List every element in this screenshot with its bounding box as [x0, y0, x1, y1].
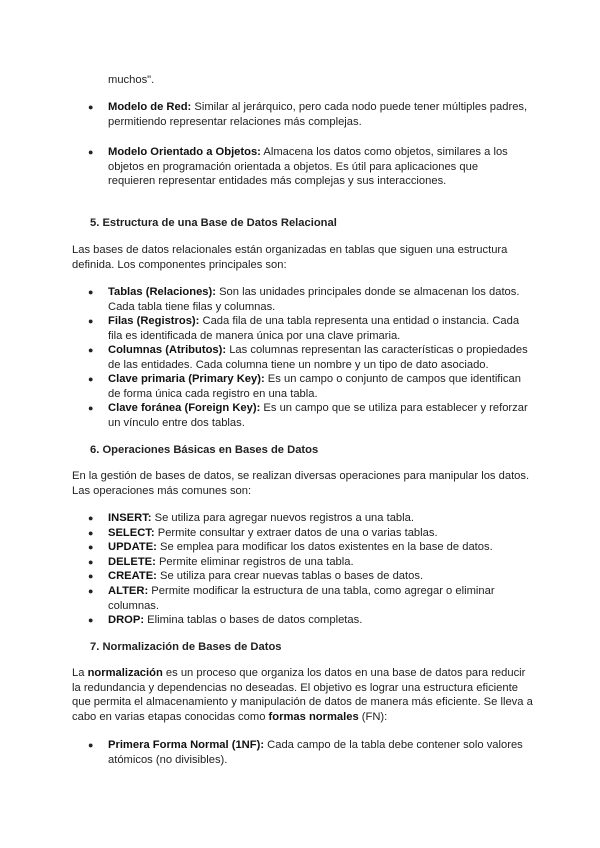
- list-item: [108, 100, 528, 129]
- item-text: Se utiliza para agregar nuevos registros a una tabla.: [151, 512, 414, 524]
- item-text: Cada fila de una tabla representa una entidad o instancia. Cada fila es identificada de manera única por una clave primaria.: [108, 315, 520, 342]
- bullet-icon: ●: [88, 102, 94, 112]
- bullet-icon: ●: [88, 345, 94, 355]
- bullet-icon: ●: [88, 542, 94, 552]
- list-item: [108, 285, 528, 314]
- intro-text: (FN):: [358, 710, 388, 723]
- section-intro: Las bases de datos relacionales están organizadas en tablas que siguen una estructura definida. Los componentes principales son:: [72, 244, 508, 271]
- list-item: [108, 372, 528, 401]
- section-heading: 6. Operaciones Básicas en Bases de Datos: [90, 444, 319, 456]
- item-text: Es un campo o conjunto de campos que identifican de forma única cada registro en una tabla.: [108, 373, 521, 400]
- item-term: Primera Forma Normal (1NF):: [108, 739, 265, 751]
- bullet-icon: ●: [88, 316, 94, 326]
- bullet-icon: ●: [88, 147, 94, 157]
- list-item: [108, 613, 528, 628]
- bullet-icon: ●: [88, 586, 94, 596]
- item-term: Filas (Registros):: [108, 315, 200, 327]
- list-item: [108, 540, 528, 555]
- item-term: ALTER:: [108, 585, 149, 597]
- item-text: Son las unidades principales donde se almacenan los datos. Cada tabla tiene filas y columnas.: [108, 286, 520, 313]
- item-term: SELECT:: [108, 527, 155, 539]
- bullet-icon: ●: [88, 740, 94, 750]
- bullet-icon: ●: [88, 287, 94, 297]
- intro-tail: muchos".: [108, 74, 155, 86]
- list-item: [108, 401, 528, 430]
- section-heading: 7. Normalización de Bases de Datos: [90, 641, 282, 653]
- item-text: Almacena los datos como objetos, similares a los objetos en programación orientada a objetos. Es útil para aplicaciones que requieren representar entidades más complejas y sus interacciones.: [108, 146, 508, 188]
- item-term: UPDATE:: [108, 541, 157, 553]
- list-item: [108, 738, 528, 767]
- item-text: Se emplea para modificar los datos existentes en la base de datos.: [156, 541, 493, 553]
- item-term: Clave primaria (Primary Key):: [108, 373, 265, 385]
- section-intro: En la gestión de bases de datos, se realizan diversas operaciones para manipular los datos. Las operaciones más comunes son:: [72, 470, 530, 497]
- list-item: [108, 569, 528, 584]
- item-text: Permite eliminar registros de una tabla.: [155, 556, 354, 568]
- list-item: [108, 584, 528, 613]
- list-item: [108, 511, 528, 526]
- bullet-icon: ●: [88, 528, 94, 538]
- item-term: Modelo de Red:: [108, 101, 192, 113]
- item-text: Elimina tablas o bases de datos completas.: [144, 614, 363, 626]
- section-heading: 5. Estructura de una Base de Datos Relacional: [90, 217, 337, 229]
- bullet-icon: ●: [88, 615, 94, 625]
- bullet-icon: ●: [88, 374, 94, 384]
- list-item: [108, 145, 528, 189]
- list-item: [108, 526, 528, 541]
- item-term: CREATE:: [108, 570, 157, 582]
- item-text: Permite modificar la estructura de una tabla, como agregar o eliminar columnas.: [108, 585, 495, 612]
- item-term: DROP:: [108, 614, 145, 626]
- list-item: [108, 555, 528, 570]
- item-text: Las columnas representan las características o propiedades de las entidades. Cada columna tiene un nombre y un tipo de dato asociado.: [108, 344, 528, 371]
- bullet-icon: ●: [88, 403, 94, 413]
- item-text: Es un campo que se utiliza para establecer y reforzar un vínculo entre dos tablas.: [108, 402, 528, 429]
- list-item: [108, 314, 528, 343]
- item-term: Modelo Orientado a Objetos:: [108, 146, 261, 158]
- intro-text: es un proceso que organiza los datos en una base de datos para reducir la redundancia y dependencias no deseadas. El objetivo es lograr una estructura eficiente que permita el almacenamiento y manipulación de datos de manera más eficiente. Se lleva a cabo en varias etapas conocidas como: [72, 667, 533, 723]
- item-term: Columnas (Atributos):: [108, 344, 227, 356]
- item-text: Se utiliza para crear nuevas tablas o bases de datos.: [156, 570, 424, 582]
- item-text: Similar al jerárquico, pero cada nodo puede tener múltiples padres, permitiendo representar relaciones más complejas.: [108, 101, 528, 128]
- bullet-icon: ●: [88, 557, 94, 567]
- item-text: Cada campo de la tabla debe contener solo valores atómicos (no divisibles).: [108, 739, 523, 766]
- item-term: Clave foránea (Foreign Key):: [108, 402, 261, 414]
- item-text: Permite consultar y extraer datos de una o varias tablas.: [154, 527, 438, 539]
- section-intro: [72, 666, 534, 724]
- item-term: Tablas (Relaciones):: [108, 286, 216, 298]
- list-item: [108, 343, 528, 372]
- intro-term: formas normales: [268, 710, 359, 723]
- bullet-icon: ●: [88, 513, 94, 523]
- item-term: INSERT:: [108, 512, 152, 524]
- bullet-icon: ●: [88, 571, 94, 581]
- intro-text: La: [72, 667, 88, 679]
- intro-term: normalización: [87, 667, 163, 679]
- item-term: DELETE:: [108, 556, 156, 568]
